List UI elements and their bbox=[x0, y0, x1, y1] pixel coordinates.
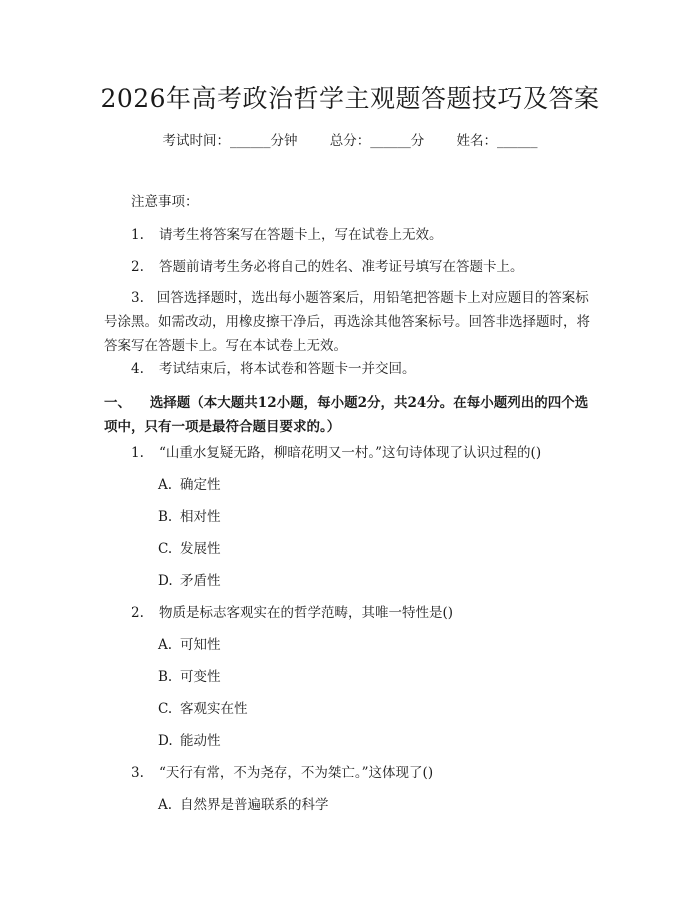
answer-option bbox=[158, 731, 221, 751]
option-text: 相对性 bbox=[180, 509, 221, 525]
option-key: D. bbox=[158, 573, 173, 589]
question-text: 物质是标志客观实在的哲学范畴，其唯一特性是() bbox=[159, 605, 454, 621]
option-text: 确定性 bbox=[180, 477, 221, 493]
option-key: A. bbox=[158, 797, 173, 813]
option-text: 自然界是普遍联系的科学 bbox=[180, 797, 329, 813]
option-key: A. bbox=[158, 637, 173, 653]
question-stem bbox=[131, 603, 453, 623]
option-text: 矛盾性 bbox=[180, 573, 221, 589]
option-key: B. bbox=[158, 509, 173, 525]
question-text: “山重水复疑无路，柳暗花明又一村。”这句诗体现了认识过程的() bbox=[159, 445, 542, 461]
section-text: 选择题（本大题共12小题，每小题2分，共24分。在每小题列出的四个选项中，只有一项是最符合题目要求的。） bbox=[104, 395, 589, 435]
option-text: 能动性 bbox=[180, 733, 221, 749]
section-label: 一、 bbox=[104, 395, 131, 411]
notice-item bbox=[131, 257, 524, 277]
notice-item bbox=[104, 286, 599, 358]
question-stem bbox=[131, 763, 433, 783]
option-key: D. bbox=[158, 733, 173, 749]
option-text: 可知性 bbox=[180, 637, 221, 653]
option-key: C. bbox=[158, 701, 173, 717]
answer-option bbox=[158, 475, 221, 495]
answer-option bbox=[158, 667, 221, 687]
notice-item-text: 回答选择题时，选出每小题答案后，用铅笔把答题卡上对应题目的答案标号涂黑。如需改动，用橡皮擦干净后，再选涂其他答案标号。回答非选择题时，将答案写在答题卡上。写在本试卷上无效。 bbox=[104, 290, 590, 354]
exam-meta bbox=[0, 131, 700, 151]
student-name-field: 姓名：______ bbox=[456, 133, 538, 149]
option-key: C. bbox=[158, 541, 173, 557]
question-number: 3. bbox=[131, 765, 144, 781]
option-key: A. bbox=[158, 477, 173, 493]
question-number: 1. bbox=[131, 445, 144, 461]
notice-heading: 注意事项： bbox=[131, 194, 199, 210]
answer-option bbox=[158, 795, 329, 815]
answer-option bbox=[158, 507, 221, 527]
answer-option bbox=[158, 699, 248, 719]
notice-item-text: 答题前请考生务必将自己的姓名、准考证号填写在答题卡上。 bbox=[159, 259, 524, 275]
question-text: “天行有常，不为尧存，不为桀亡。”这体现了() bbox=[159, 765, 434, 781]
option-text: 可变性 bbox=[180, 669, 221, 685]
question-stem bbox=[131, 443, 541, 463]
page-title: 2026年高考政治哲学主观题答题技巧及答案 bbox=[100, 84, 600, 113]
notice-item-number: 3. bbox=[131, 290, 144, 306]
question-number: 2. bbox=[131, 605, 144, 621]
option-text: 发展性 bbox=[180, 541, 221, 557]
option-text: 客观实在性 bbox=[180, 701, 248, 717]
notice-item-number: 1. bbox=[131, 227, 144, 243]
total-score-field: 总分：______分 bbox=[329, 133, 425, 149]
option-key: B. bbox=[158, 669, 173, 685]
answer-option bbox=[158, 539, 221, 559]
answer-option bbox=[158, 635, 221, 655]
notice-item bbox=[131, 359, 416, 379]
notice-item-text: 请考生将答案写在答题卡上，写在试卷上无效。 bbox=[159, 227, 443, 243]
section-heading bbox=[104, 391, 599, 439]
notice-item bbox=[131, 225, 443, 245]
answer-option bbox=[158, 571, 221, 591]
notice-item-number: 2. bbox=[131, 259, 144, 275]
notice-item-text: 考试结束后，将本试卷和答题卡一并交回。 bbox=[159, 361, 416, 377]
notice-item-number: 4. bbox=[131, 361, 144, 377]
exam-time-field: 考试时间：______分钟 bbox=[162, 133, 298, 149]
